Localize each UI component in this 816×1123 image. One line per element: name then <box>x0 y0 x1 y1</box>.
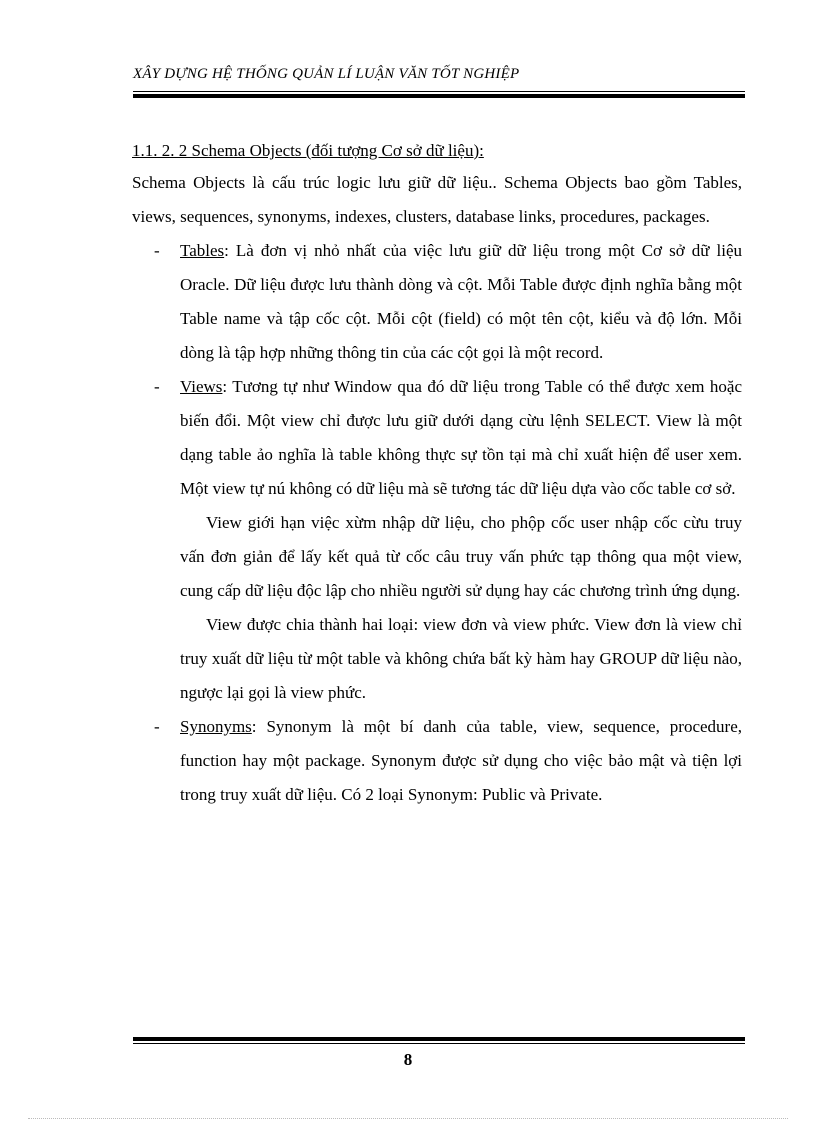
bullet-views <box>132 370 742 506</box>
page-body <box>132 140 742 812</box>
bullet-tables <box>132 234 742 370</box>
bullet-dash: - <box>154 377 160 396</box>
footer-rule-thick <box>133 1037 745 1041</box>
section-intro: Schema Objects là cấu trúc logic lưu giữ dữ liệu.. Schema Objects bao gồm Tables, views, sequences, synonyms, indexes, clusters, database links, procedures, packages. <box>132 173 742 226</box>
term-tables: Tables <box>180 241 225 260</box>
views-paragraph: View giới hạn việc xừm nhập dữ liệu, cho phộp cốc user nhập cốc cừu truy vấn đơn giản để lấy kết quả từ cốc câu truy vấn phức tạp thông qua một view, cung cấp dữ liệu độc lập cho nhiều người sử dụng hay các chương trình ứng dụng. <box>180 513 742 600</box>
section-heading: 1.1. 2. 2 Schema Objects (đối tượng Cơ sở dữ liệu): <box>132 141 484 160</box>
views-paragraph: View được chia thành hai loại: view đơn và view phức. View đơn là view chỉ truy xuất dữ liệu từ một table và không chứa bất kỳ hàm hay GROUP dữ liệu nào, ngược lại gọi là view phức. <box>180 615 742 702</box>
term-synonyms: Synonyms <box>180 717 252 736</box>
page-edge-divider <box>28 1118 788 1119</box>
bullet-dash: - <box>154 241 160 260</box>
views-description: : Tương tự như Window qua đó dữ liệu trong Table có thể được xem hoặc biến đổi. Một view chỉ được lưu giữ dưới dạng cừu lệnh SELECT. View là một dạng table ảo nghĩa là table không thực sự tồn tại mà chỉ xuất hiện để user xem. Một view tự nú không có dữ liệu mà sẽ tương tác dữ liệu dựa vào cốc table cơ sở. <box>180 377 742 498</box>
footer-rule-thin <box>133 1043 745 1044</box>
term-views: Views <box>180 377 223 396</box>
header-rule-thin <box>133 91 745 92</box>
synonyms-description: : Synonym là một bí danh của table, view, sequence, procedure, function hay một package. Synonym được sử dụng cho việc bảo mật và tiện lợi trong truy xuất dữ liệu. Có 2 loại Synonym: Public và Private. <box>180 717 742 804</box>
bullet-dash: - <box>154 717 160 736</box>
header-rule-thick <box>133 94 745 98</box>
page-number: 8 <box>403 1050 413 1069</box>
running-header: XÂY DỰNG HỆ THỐNG QUẢN LÍ LUẬN VĂN TỐT NGHIỆP <box>133 66 520 82</box>
tables-description: : Là đơn vị nhỏ nhất của việc lưu giữ dữ liệu trong một Cơ sở dữ liệu Oracle. Dữ liệu được lưu thành dòng và cột. Mỗi Table được định nghĩa bằng một Table name và tập cốc cột. Mỗi cột (field) có một tên cột, kiểu và độ lớn. Mỗi dòng là tập hợp những thông tin của các cột gọi là một record. <box>180 241 742 362</box>
bullet-synonyms <box>132 710 742 812</box>
